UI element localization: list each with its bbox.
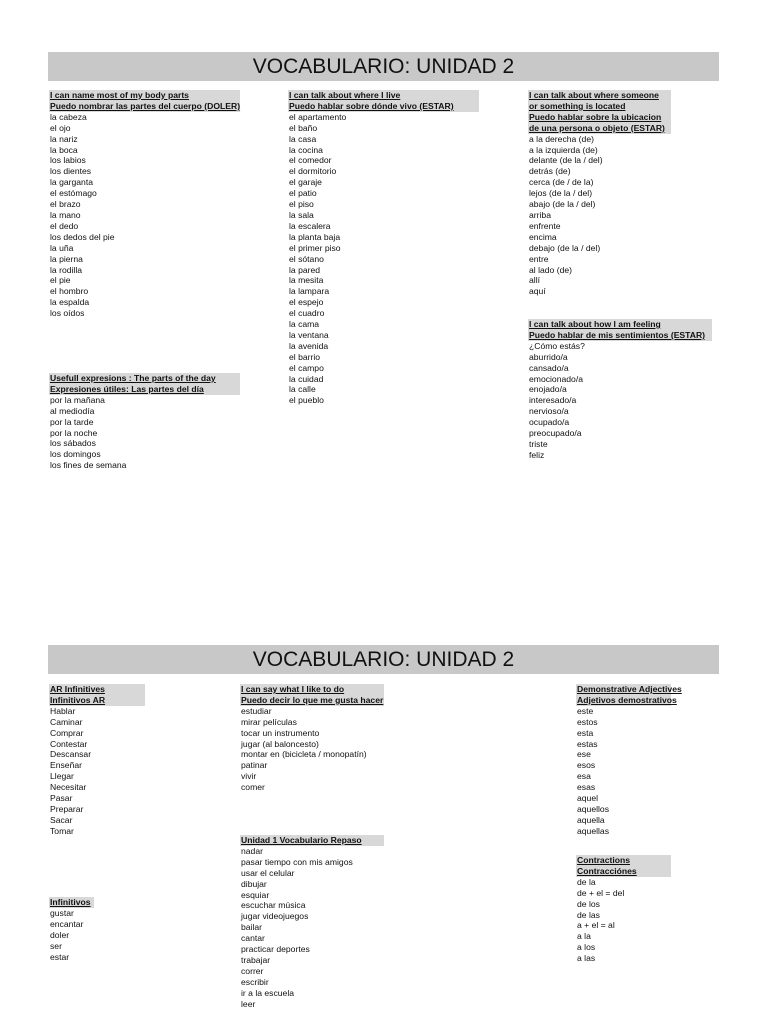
vocab-item: el apartamento xyxy=(289,111,347,122)
vocab-item: Tomar xyxy=(50,825,74,836)
vocab-item: el garaje xyxy=(289,177,322,188)
feelings-section xyxy=(528,319,712,461)
infinitivos-section xyxy=(49,897,94,962)
vocab-item: arriba xyxy=(529,209,551,220)
vocab-item: enfrente xyxy=(529,220,561,231)
vocab-item: esos xyxy=(577,760,596,771)
vocab-item: detrás (de) xyxy=(529,166,571,177)
vocab-item: allí xyxy=(529,275,540,286)
vocab-list xyxy=(49,112,240,319)
vocab-item: la escalera xyxy=(289,220,331,231)
ar-infinitives-section xyxy=(49,684,145,837)
review-section xyxy=(240,835,384,1010)
vocab-item: Contestar xyxy=(50,738,88,749)
vocab-item: los sábados xyxy=(50,438,96,449)
vocab-item: comer xyxy=(241,782,265,793)
vocab-item: de + el = del xyxy=(577,887,625,898)
vocab-item: esas xyxy=(577,782,596,793)
vocab-item: estos xyxy=(577,716,598,727)
vocab-item: los dientes xyxy=(50,166,92,177)
section-heading: Puedo hablar de mis sentimientos (ESTAR) xyxy=(528,330,712,341)
vocab-list xyxy=(576,706,671,837)
vocab-item: el estómago xyxy=(50,188,97,199)
vocab-item: enojado/a xyxy=(529,384,567,395)
vocab-item: la cabeza xyxy=(50,111,87,122)
vocab-item: la avenida xyxy=(289,340,329,351)
section-heading: Puedo decir lo que me gusta hacer xyxy=(241,694,384,705)
vocab-item: el sótano xyxy=(289,253,324,264)
section-heading: Unidad 1 Vocabulario Repaso xyxy=(240,835,384,846)
vocab-item: los labios xyxy=(50,155,86,166)
section-heading: Infinitivos xyxy=(49,897,94,908)
vocab-item: el patio xyxy=(289,188,317,199)
section-heading: Adjetivos demostrativos xyxy=(577,694,677,705)
section-heading: I can talk about how I am feeling xyxy=(528,319,712,330)
section-heading: de una persona o objeto (ESTAR) xyxy=(528,123,671,134)
vocab-item: el comedor xyxy=(289,155,332,166)
vocab-item: la cocina xyxy=(289,144,323,155)
vocab-item: jugar (al baloncesto) xyxy=(241,738,319,749)
vocab-item: leer xyxy=(241,998,256,1009)
vocab-item: la sala xyxy=(289,209,314,220)
section-heading: I can talk about where I live xyxy=(288,90,479,101)
vocab-item: el primer piso xyxy=(289,242,341,253)
vocab-item: feliz xyxy=(529,449,545,460)
vocab-item: Pasar xyxy=(50,793,73,804)
vocab-item: aquellos xyxy=(577,803,610,814)
vocab-item: la pared xyxy=(289,264,321,275)
vocab-item: la cama xyxy=(289,319,320,330)
where-i-live-section xyxy=(288,90,479,406)
vocab-item: estar xyxy=(50,951,70,962)
vocab-item: la mesita xyxy=(289,275,324,286)
vocab-item: la planta baja xyxy=(289,231,341,242)
vocab-item: la rodilla xyxy=(50,264,83,275)
vocab-item: dibujar xyxy=(241,878,267,889)
page1-title-banner: VOCABULARIO: UNIDAD 2 xyxy=(48,52,719,81)
vocab-item: entre xyxy=(529,253,549,264)
vocab-list xyxy=(528,341,712,461)
section-heading: Expresiones útiles: Las partes del día xyxy=(49,384,240,395)
section-heading: I can talk about where someone xyxy=(528,90,671,101)
vocab-item: encantar xyxy=(50,918,84,929)
vocab-list xyxy=(576,877,671,964)
vocab-item: Necesitar xyxy=(50,782,87,793)
section-heading: Contractions xyxy=(576,855,671,866)
section-heading: Puedo hablar sobre dónde vivo (ESTAR) xyxy=(288,101,479,112)
likes-section xyxy=(240,684,384,793)
vocab-item: aquellas xyxy=(577,825,610,836)
section-heading: AR Infinitives xyxy=(49,684,145,695)
vocab-item: Enseñar xyxy=(50,760,83,771)
vocab-item: esta xyxy=(577,727,594,738)
vocab-item: esa xyxy=(577,771,591,782)
vocab-item: ir a la escuela xyxy=(241,987,295,998)
vocab-item: el pie xyxy=(50,275,71,286)
section-heading: Puedo nombrar las partes del cuerpo (DOLER) xyxy=(50,100,241,111)
vocab-item: por la noche xyxy=(50,427,98,438)
vocab-item: a la xyxy=(577,931,591,942)
vocab-item: de las xyxy=(577,909,600,920)
vocab-item: el baño xyxy=(289,122,318,133)
vocab-item: la cuidad xyxy=(289,373,324,384)
vocab-item: mirar películas xyxy=(241,716,297,727)
vocab-item: practicar deportes xyxy=(241,944,310,955)
vocab-list xyxy=(49,706,145,837)
vocab-item: correr xyxy=(241,965,264,976)
vocab-item: ese xyxy=(577,749,591,760)
vocab-item: el pueblo xyxy=(289,395,324,406)
vocab-item: la garganta xyxy=(50,177,94,188)
parts-of-day-section xyxy=(49,373,240,471)
vocab-list xyxy=(49,908,94,963)
vocab-item: interesado/a xyxy=(529,395,577,406)
vocab-item: cansado/a xyxy=(529,362,569,373)
vocab-list xyxy=(528,134,671,298)
vocab-item: montar en (bicicleta / monopatín) xyxy=(241,749,367,760)
vocab-item: emocionado/a xyxy=(529,373,583,384)
vocab-item: usar el celular xyxy=(241,867,295,878)
vocab-item: delante (de la / del) xyxy=(529,155,603,166)
vocab-item: la espalda xyxy=(50,297,90,308)
section-heading: I can name most of my body parts xyxy=(49,90,240,101)
vocab-item: el brazo xyxy=(50,199,81,210)
vocab-item: el dormitorio xyxy=(289,166,337,177)
vocab-item: escribir xyxy=(241,976,269,987)
vocab-item: el campo xyxy=(289,362,324,373)
vocab-item: los dedos del pie xyxy=(50,231,115,242)
vocab-item: Hablar xyxy=(50,705,76,716)
vocab-item: nadar xyxy=(241,845,263,856)
vocab-item: debajo (de la / del) xyxy=(529,242,601,253)
vocab-item: encima xyxy=(529,231,557,242)
vocab-item: doler xyxy=(50,929,70,940)
vocab-item: el ojo xyxy=(50,122,71,133)
vocab-item: por la mañana xyxy=(50,394,105,405)
vocab-item: al lado (de) xyxy=(529,264,572,275)
vocab-item: nervioso/a xyxy=(529,406,569,417)
vocab-list xyxy=(288,112,479,406)
vocab-item: pasar tiempo con mis amigos xyxy=(241,856,353,867)
vocab-item: Llegar xyxy=(50,771,74,782)
vocab-item: a las xyxy=(577,953,596,964)
section-heading: Demonstrative Adjectives xyxy=(577,684,682,694)
vocab-item: la pierna xyxy=(50,253,83,264)
vocab-item: la nariz xyxy=(50,133,78,144)
vocab-list xyxy=(240,846,384,1010)
vocab-item: el cuadro xyxy=(289,308,325,319)
vocab-item: el barrio xyxy=(289,351,321,362)
vocab-item: tocar un instrumento xyxy=(241,727,320,738)
vocab-item: gustar xyxy=(50,907,74,918)
vocab-item: a la derecha (de) xyxy=(529,133,594,144)
vocab-item: los oídos xyxy=(50,308,85,319)
vocab-item: Sacar xyxy=(50,814,73,825)
vocab-item: trabajar xyxy=(241,954,271,965)
vocab-item: Caminar xyxy=(50,716,83,727)
vocab-item: aquella xyxy=(577,814,605,825)
vocab-item: cantar xyxy=(241,933,265,944)
vocab-item: la uña xyxy=(50,242,74,253)
vocab-item: al mediodía xyxy=(50,405,95,416)
vocab-item: jugar videojuegos xyxy=(241,911,309,922)
section-heading: Infinitivos AR xyxy=(49,695,145,706)
vocab-item: bailar xyxy=(241,922,263,933)
vocab-item: ser xyxy=(50,940,62,951)
demonstratives-section xyxy=(576,684,682,837)
section-heading: or something is located xyxy=(528,101,671,112)
vocab-item: Descansar xyxy=(50,749,92,760)
vocab-item: Comprar xyxy=(50,727,84,738)
vocab-item: escuchar música xyxy=(241,900,306,911)
vocab-item: lejos (de la / del) xyxy=(529,188,593,199)
vocab-item: Preparar xyxy=(50,803,84,814)
vocab-item: abajo (de la / del) xyxy=(529,199,596,210)
vocab-item: estas xyxy=(577,738,598,749)
vocab-item: de los xyxy=(577,898,600,909)
vocab-item: los domingos xyxy=(50,449,101,460)
contractions-section xyxy=(576,855,671,964)
vocab-item: ocupado/a xyxy=(529,417,570,428)
vocab-item: cerca (de / de la) xyxy=(529,177,594,188)
vocab-item: la casa xyxy=(289,133,317,144)
section-heading: Usefull expresions : The parts of the day xyxy=(49,373,240,384)
vocab-item: los fines de semana xyxy=(50,460,127,471)
vocab-list xyxy=(49,395,240,471)
vocab-item: el espejo xyxy=(289,297,324,308)
vocab-item: el hombro xyxy=(50,286,89,297)
vocab-item: de la xyxy=(577,876,596,887)
vocab-item: la boca xyxy=(50,144,78,155)
vocab-item: vivir xyxy=(241,771,257,782)
vocab-item: ¿Cómo estás? xyxy=(529,340,585,351)
vocab-item: este xyxy=(577,705,594,716)
vocab-item: esquiar xyxy=(241,889,270,900)
vocab-item: el piso xyxy=(289,199,314,210)
vocab-item: aquel xyxy=(577,793,599,804)
vocab-item: patinar xyxy=(241,760,268,771)
vocab-item: triste xyxy=(529,438,548,449)
section-heading: Puedo hablar sobre la ubicacion xyxy=(528,112,671,123)
vocab-item: la calle xyxy=(289,384,316,395)
vocab-item: aquí xyxy=(529,286,546,297)
vocab-item: preocupado/a xyxy=(529,428,582,439)
vocab-item: la mano xyxy=(50,209,81,220)
vocab-item: la lampara xyxy=(289,286,330,297)
vocab-item: a + el = al xyxy=(577,920,615,931)
vocab-item: aburrido/a xyxy=(529,351,568,362)
section-heading: Contracciónes xyxy=(576,866,671,877)
page2-title-banner: VOCABULARIO: UNIDAD 2 xyxy=(48,645,719,674)
vocab-item: la ventana xyxy=(289,329,329,340)
vocab-item: estudiar xyxy=(241,705,272,716)
vocab-list xyxy=(240,706,384,793)
vocab-item: a la izquierda (de) xyxy=(529,144,598,155)
location-section xyxy=(528,90,671,297)
vocab-item: por la tarde xyxy=(50,416,94,427)
body-parts-section xyxy=(49,90,240,319)
vocab-item: a los xyxy=(577,942,596,953)
section-heading: I can say what I like to do xyxy=(240,684,384,695)
vocab-item: el dedo xyxy=(50,220,79,231)
